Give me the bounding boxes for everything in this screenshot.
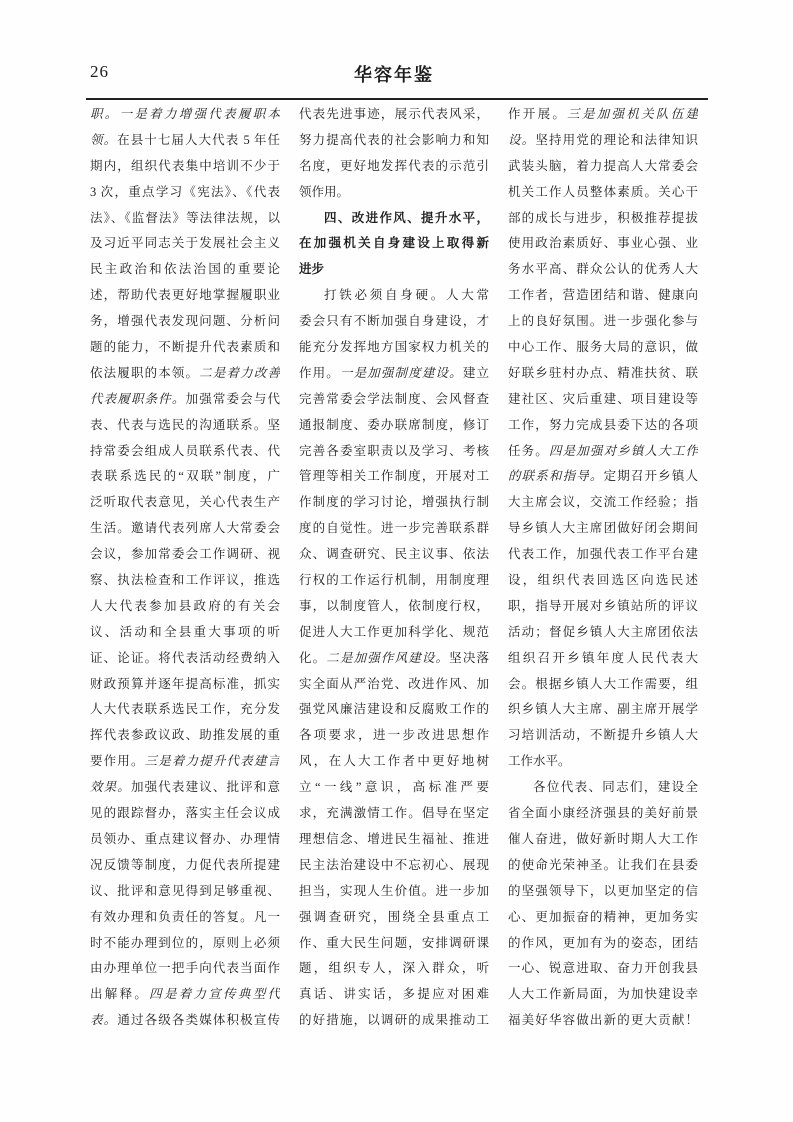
text-run: 工作，努力完成县委下达的各项	[508, 417, 698, 432]
text-run: 的使命光荣神圣。让我们在县委	[508, 857, 698, 872]
text-run: 立“一线”意识，高标准严要	[299, 780, 489, 795]
text-line	[299, 206, 489, 232]
text-run: 持常委会组成人员联系代表、代	[90, 443, 280, 458]
text-line	[299, 723, 489, 749]
text-line	[508, 180, 698, 206]
text-line	[508, 620, 698, 646]
text-line	[90, 853, 280, 879]
text-line	[90, 490, 280, 516]
text-line	[90, 646, 280, 672]
text-line	[299, 257, 489, 283]
emphasis-run: 效果。	[90, 780, 131, 795]
text-run: 生活。邀请代表列席人大常委会	[90, 521, 280, 536]
text-run: 机关工作人员整体素质。关心干	[508, 184, 698, 199]
emphasis-run: 的联系和指导。	[508, 469, 604, 484]
text-run: 议、批评和意见得到足够重视、	[90, 883, 280, 898]
text-line	[508, 723, 698, 749]
text-run: 完善常委会学法制度、会风督查	[299, 391, 489, 406]
page-header-title: 华容年鉴	[354, 65, 434, 85]
text-line	[508, 464, 698, 490]
text-line	[90, 568, 280, 594]
text-line	[508, 516, 698, 542]
heading-run: 进步	[299, 262, 325, 277]
text-line	[90, 879, 280, 905]
text-run: 表联系选民的“双联”制度，广	[90, 469, 280, 484]
text-line	[299, 801, 489, 827]
text-run: 织乡镇人大主席、副主席开展学	[508, 702, 698, 717]
text-run: 通过各级各类媒体积极宣传	[117, 1013, 280, 1028]
text-line	[90, 128, 280, 154]
heading-run: 在加强机关自身建设上取得新	[299, 236, 489, 251]
text-run: 会。根据乡镇人大工作需要，组	[508, 676, 698, 691]
text-run: 好联乡驻村办点、精准扶贫、联	[508, 365, 698, 380]
text-run: 作用。	[299, 365, 340, 380]
text-run: 挥代表参政议政、助推发展的重	[90, 728, 280, 743]
text-run: 在县十七届人大代表 5 年任	[117, 132, 280, 147]
text-run: 坚决落	[449, 650, 489, 665]
text-line	[508, 387, 698, 413]
text-line	[299, 102, 489, 128]
text-run: 打铁必须自身硬。人大常	[324, 288, 489, 303]
text-run: 法》、《监督法》等法律法规，以	[90, 210, 280, 225]
text-line	[508, 490, 698, 516]
text-run: 任务。	[508, 443, 549, 458]
text-run: 众、调查研究、民主议事、依法	[299, 547, 489, 562]
text-run: 务，增强代表发现问题、分析问	[90, 314, 280, 329]
text-run: 组织召开乡镇年度人民代表大	[508, 650, 698, 665]
text-run: 的好措施，以调研的成果推动工	[299, 1013, 489, 1028]
text-run: 能充分发挥地方国家权力机关的	[299, 340, 489, 355]
text-run: 的坚强领导下，以更加坚定的信	[508, 883, 698, 898]
text-run: 各项要求，进一步改进思想作	[299, 728, 489, 743]
text-run: 证、论证。将代表活动经费纳入	[90, 650, 280, 665]
text-line	[508, 309, 698, 335]
text-line	[299, 620, 489, 646]
text-line	[299, 413, 489, 439]
text-line	[299, 154, 489, 180]
text-run: 度的自觉性。进一步完善联系群	[299, 521, 489, 536]
emphasis-run: 三是加强机关队伍建	[567, 107, 698, 121]
text-run: 坚持用党的理论和法律知识	[535, 132, 698, 147]
emphasis-run: 一是加强制度建设。	[339, 365, 463, 380]
text-line	[508, 801, 698, 827]
page-number: 26	[90, 62, 109, 81]
text-run: 务水平高、群众公认的优秀人大	[508, 262, 698, 277]
text-run: 行权的工作运行机制，用制度理	[299, 573, 489, 588]
text-line	[90, 309, 280, 335]
text-line	[508, 982, 698, 1008]
text-line	[90, 594, 280, 620]
text-line	[299, 646, 489, 672]
emphasis-run: 设。	[508, 132, 536, 147]
text-run: 事，以制度管人，依制度行权，	[299, 598, 489, 613]
text-line	[90, 827, 280, 853]
text-run: 习培训活动，不断提升乡镇人大	[508, 728, 698, 743]
text-run: 名度，更好地发挥代表的示范引	[299, 158, 489, 173]
text-line	[299, 180, 489, 206]
text-run: 心、更加振奋的精神，更加务实	[508, 909, 698, 924]
text-line	[90, 775, 280, 801]
text-run: 福美好华容做出新的更大贡献！	[508, 1013, 698, 1028]
text-line	[299, 361, 489, 387]
text-run: 期内，组织代表集中培训不少于	[90, 158, 280, 173]
text-run: 活动；督促乡镇人大主席团依法	[508, 624, 698, 639]
text-line	[90, 749, 280, 775]
text-run: 建社区、灾后重建、项目建设等	[508, 391, 698, 406]
text-run: 设，组织代表回选区向选民述	[508, 573, 698, 588]
text-line	[508, 697, 698, 723]
text-line	[299, 490, 489, 516]
emphasis-run: 四是着力宣传典型代	[149, 987, 280, 1002]
text-run: 题的能力，不断提升代表素质和	[90, 340, 280, 355]
text-line	[508, 335, 698, 361]
text-line	[508, 672, 698, 698]
text-line	[90, 257, 280, 283]
text-run: 通报制度、委办联席制度，修订	[299, 417, 489, 432]
text-run: 况反馈等制度，力促代表所提建	[90, 857, 280, 872]
text-column-1	[90, 102, 280, 1034]
text-line	[299, 128, 489, 154]
text-run: 加强常委会与代	[185, 391, 280, 406]
text-line	[508, 775, 698, 801]
text-run: 泛听取代表意见，关心代表生产	[90, 495, 280, 510]
text-run: 表、代表与选民的沟通联系。坚	[90, 417, 280, 432]
text-run: 省全面小康经济强县的美好前景	[508, 806, 698, 821]
text-line	[508, 439, 698, 465]
text-line	[299, 879, 489, 905]
text-run: 由办理单位一把手向代表当面作	[90, 961, 280, 976]
text-line	[90, 697, 280, 723]
heading-run: 四、改进作风、提升水平，	[324, 210, 489, 225]
text-line	[90, 672, 280, 698]
text-line	[508, 1008, 698, 1034]
text-line	[299, 982, 489, 1008]
text-line	[90, 931, 280, 957]
text-line	[299, 749, 489, 775]
text-line	[299, 931, 489, 957]
text-line	[299, 853, 489, 879]
text-run: 建立	[462, 365, 489, 380]
text-run: 担当，实现人生价值。进一步加	[299, 883, 489, 898]
text-line	[508, 749, 698, 775]
text-line	[90, 335, 280, 361]
text-run: 风，在人大工作者中更好地树	[299, 754, 489, 769]
emphasis-run: 二是加强作风建设。	[326, 650, 450, 665]
text-run: 加强代表建议、批评和意	[130, 780, 280, 795]
text-run: 定期召开乡镇人	[603, 469, 698, 484]
text-line	[508, 154, 698, 180]
text-run: 见的跟踪督办，落实主任会议成	[90, 806, 280, 821]
text-line	[90, 542, 280, 568]
text-run: 有效办理和负责任的答复。凡一	[90, 909, 280, 924]
emphasis-run: 二是着力改善	[199, 365, 280, 380]
text-line	[90, 387, 280, 413]
text-line	[508, 102, 698, 128]
emphasis-run: 代表履职条件。	[90, 391, 186, 406]
emphasis-run: 三是着力提升代表建言	[144, 754, 280, 769]
text-line	[90, 723, 280, 749]
text-run: 部的成长与进步，积极推荐提拔	[508, 210, 698, 225]
text-line	[508, 827, 698, 853]
text-line	[90, 413, 280, 439]
text-line	[508, 646, 698, 672]
text-run: 强党风廉洁建设和反腐败工作的	[299, 702, 489, 717]
emphasis-run: 职。一是着力增强代表履职本	[90, 107, 280, 121]
text-line	[90, 801, 280, 827]
text-run: 导乡镇人大主席团做好闭会期间	[508, 521, 698, 536]
text-run: 催人奋进，做好新时期人大工作	[508, 831, 698, 846]
text-line	[508, 206, 698, 232]
text-run: 努力提高代表的社会影响力和知	[299, 132, 489, 147]
text-line	[299, 1008, 489, 1034]
text-run: 题，组织专人，深入群众，听	[299, 961, 489, 976]
text-run: 要作用。	[90, 754, 145, 769]
text-line	[299, 827, 489, 853]
text-run: 职，指导开展对乡镇站所的评议	[508, 598, 698, 613]
text-run: 化。	[299, 650, 327, 665]
text-run: 依法履职的本领。	[90, 365, 200, 380]
text-run: 出解释。	[90, 987, 150, 1002]
text-line	[299, 672, 489, 698]
text-line	[90, 102, 280, 128]
text-line	[90, 1008, 280, 1034]
text-line	[299, 335, 489, 361]
text-run: 财政预算并逐年提高标准，抓实	[90, 676, 280, 691]
text-line	[508, 853, 698, 879]
text-run: 员领办、重点建议督办、办理情	[90, 831, 280, 846]
text-line	[508, 594, 698, 620]
text-run: 察、执法检查和工作评议，推选	[90, 573, 280, 588]
emphasis-run: 四是加强对乡镇人大工作	[548, 443, 698, 458]
text-line	[299, 231, 489, 257]
text-line	[508, 361, 698, 387]
text-line	[90, 154, 280, 180]
text-line	[299, 594, 489, 620]
text-run: 完善各委室职责以及学习、考核	[299, 443, 489, 458]
text-run: 民主政治和依法治国的重要论	[90, 262, 280, 277]
text-line	[508, 257, 698, 283]
text-line	[90, 464, 280, 490]
text-line	[299, 905, 489, 931]
text-line	[90, 231, 280, 257]
text-line	[90, 956, 280, 982]
emphasis-run: 表。	[90, 1013, 118, 1028]
text-run: 实全面从严治党、改进作风、加	[299, 676, 489, 691]
text-run: 会议，参加常委会工作调研、视	[90, 547, 280, 562]
text-line	[90, 283, 280, 309]
text-run: 理想信念、增进民生福祉、推进	[299, 831, 489, 846]
text-line	[299, 542, 489, 568]
text-line	[299, 283, 489, 309]
text-run: 人大工作新局面，为加快建设幸	[508, 987, 698, 1002]
text-line	[508, 283, 698, 309]
text-run: 人大代表联系选民工作，充分发	[90, 702, 280, 717]
text-line	[299, 697, 489, 723]
text-run: 促进人大工作更加科学化、规范	[299, 624, 489, 639]
text-line	[508, 231, 698, 257]
text-run: 时不能办理到位的，原则上必须	[90, 935, 280, 950]
text-line	[299, 464, 489, 490]
text-line	[508, 542, 698, 568]
text-line	[508, 931, 698, 957]
text-run: 人大代表参加县政府的有关会	[90, 598, 280, 613]
text-line	[299, 568, 489, 594]
emphasis-run: 领。	[90, 132, 118, 147]
text-line	[90, 361, 280, 387]
text-line	[299, 956, 489, 982]
text-line	[90, 905, 280, 931]
text-line	[299, 387, 489, 413]
text-line	[90, 620, 280, 646]
text-run: 委会只有不断加强自身建设，才	[299, 314, 489, 329]
text-line	[299, 439, 489, 465]
text-run: 真话、讲实话，多提应对困难	[299, 987, 489, 1002]
text-run: 武装头脑，着力提高人大常委会	[508, 158, 698, 173]
text-line	[299, 309, 489, 335]
text-run: 领作用。	[299, 184, 350, 199]
text-run: 作开展。	[508, 107, 568, 121]
text-line	[508, 128, 698, 154]
text-line	[90, 982, 280, 1008]
text-run: 作、重大民生问题，安排调研课	[299, 935, 489, 950]
text-run: 求，充满激情工作。倡导在坚定	[299, 806, 489, 821]
text-line	[299, 775, 489, 801]
text-line	[508, 568, 698, 594]
text-line	[299, 516, 489, 542]
text-run: 的作风，更加有为的姿态，团结	[508, 935, 698, 950]
text-run: 工作者，营造团结和谐、健康向	[508, 288, 698, 303]
text-line	[90, 206, 280, 232]
text-run: 述，帮助代表更好地掌握履职业	[90, 288, 280, 303]
text-run: 各位代表、同志们，建设全	[533, 780, 698, 795]
text-line	[90, 180, 280, 206]
text-run: 使用政治素质好、事业心强、业	[508, 236, 698, 251]
text-run: 一心、锐意进取、奋力开创我县	[508, 961, 698, 976]
text-line	[90, 516, 280, 542]
text-run: 上的良好氛围。进一步强化参与	[508, 314, 698, 329]
text-run: 作制度的学习讨论，增强执行制	[299, 495, 489, 510]
header-rule	[86, 98, 708, 100]
text-line	[508, 413, 698, 439]
text-run: 民主法治建设中不忘初心、展现	[299, 857, 489, 872]
text-run: 代表先进事迹，展示代表风采，	[299, 107, 489, 121]
text-column-3	[508, 102, 698, 1034]
text-run: 大主席会议，交流工作经验；指	[508, 495, 698, 510]
text-line	[508, 905, 698, 931]
text-run: 工作水平。	[508, 754, 571, 769]
text-run: 管理等相关工作制度，开展对工	[299, 469, 489, 484]
text-run: 代表工作，加强代表工作平台建	[508, 547, 698, 562]
text-run: 强调查研究，围绕全县重点工	[299, 909, 489, 924]
text-line	[508, 879, 698, 905]
text-run: 及习近平同志关于发展社会主义	[90, 236, 280, 251]
text-column-2	[299, 102, 489, 1034]
text-run: 中心工作、服务大局的意识，做	[508, 340, 698, 355]
text-run: 3 次，重点学习《宪法》、《代表	[90, 184, 280, 199]
text-line	[508, 956, 698, 982]
text-line	[90, 439, 280, 465]
text-run: 议、活动和全县重大事项的听	[90, 624, 280, 639]
